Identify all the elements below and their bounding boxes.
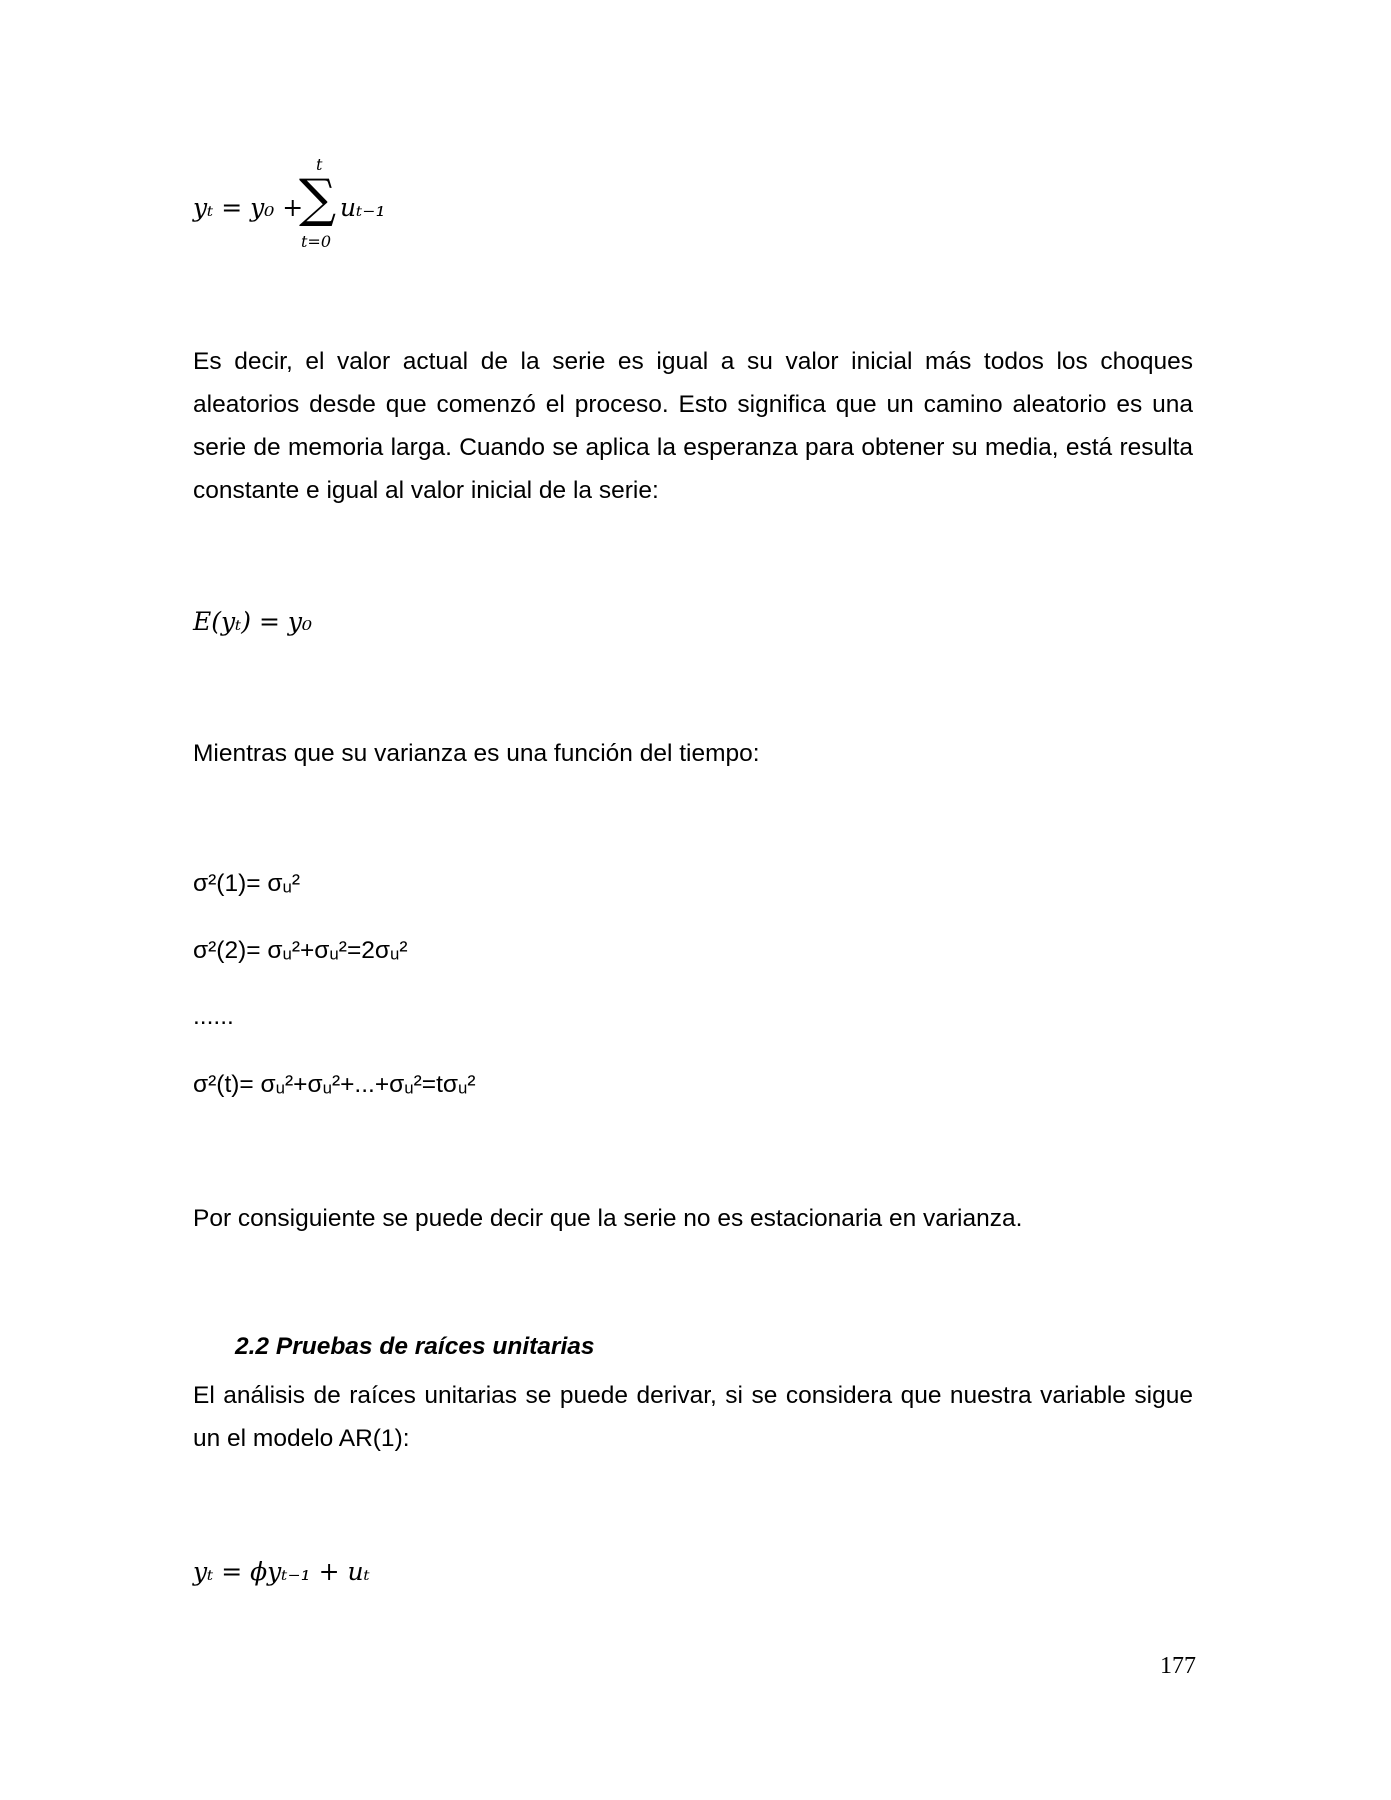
section-heading: 2.2 Pruebas de raíces unitarias [235,1333,595,1360]
page-number: 177 [1160,1653,1196,1679]
paragraph-variance-intro: Mientras que su varianza es una función del tiempo: [193,740,760,767]
summation-lower-limit: t=0 [301,232,332,251]
paragraph-conclusion: Por consiguiente se puede decir que la serie no es estacionaria en varianza. [193,1205,1023,1232]
equation-rhs: uₜ₋₁ [340,193,386,222]
equation-lhs: yₜ = y₀ + [193,193,304,222]
paragraph-ar1-intro: El análisis de raíces unitarias se puede derivar, si se considera que nuestra variable sigue un el modelo AR(1): [193,1382,1193,1452]
ar1-equation: yₜ = ϕyₜ₋₁ + uₜ [193,1557,370,1586]
variance-line-ellipsis: ...... [193,1003,234,1030]
paragraph-random-walk: Es decir, el valor actual de la serie es igual a su valor inicial más todos los choques aleatorios desde que comenzó el proceso. Esto significa que un camino aleatorio es una serie de memoria larga. Cuando se aplica la esperanza para obtener su media, está resulta constante e igual al valor inicial de la serie: [193,348,1193,504]
summation-sigma-icon: ∑ [299,169,337,229]
variance-line-t: σ²(t)= σᵤ²+σᵤ²+...+σᵤ²=tσᵤ² [193,1071,476,1098]
summation-upper-limit: t [316,155,323,174]
variance-line-1: σ²(1)= σᵤ² [193,870,300,897]
expectation-equation: E(yₜ) = y₀ [193,607,313,636]
summation-equation [193,155,433,255]
variance-line-2: σ²(2)= σᵤ²+σᵤ²=2σᵤ² [193,937,408,964]
